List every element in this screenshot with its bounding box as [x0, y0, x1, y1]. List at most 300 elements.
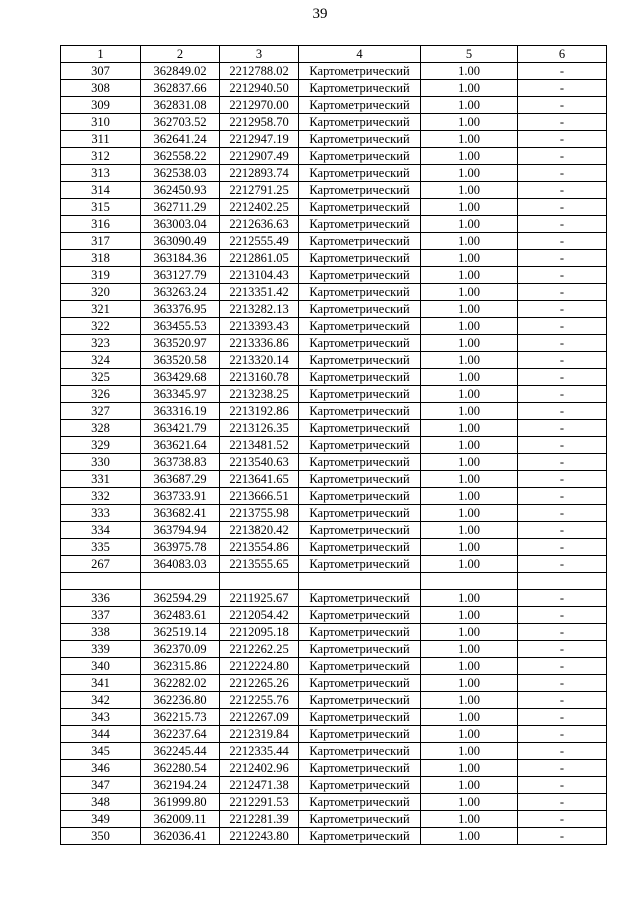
description-cell: - [518, 97, 607, 114]
x-coordinate-cell: 362237.64 [141, 726, 220, 743]
point-number-cell: 335 [61, 539, 141, 556]
method-cell: Картометрический [299, 165, 421, 182]
y-coordinate-cell: 2213554.86 [220, 539, 299, 556]
table-header [61, 46, 607, 63]
x-coordinate-cell: 361999.80 [141, 794, 220, 811]
method-cell: Картометрический [299, 743, 421, 760]
accuracy-cell: 1.00 [421, 743, 518, 760]
description-cell: - [518, 165, 607, 182]
column-header: 5 [421, 46, 518, 63]
method-cell: Картометрический [299, 284, 421, 301]
accuracy-cell: 1.00 [421, 488, 518, 505]
method-cell: Картометрический [299, 182, 421, 199]
method-cell: Картометрический [299, 726, 421, 743]
table-row [61, 607, 607, 624]
table-row [61, 675, 607, 692]
point-number-cell: 338 [61, 624, 141, 641]
column-header: 4 [299, 46, 421, 63]
x-coordinate-cell: 362315.86 [141, 658, 220, 675]
accuracy-cell: 1.00 [421, 658, 518, 675]
table-row [61, 726, 607, 743]
method-cell: Картометрический [299, 760, 421, 777]
accuracy-cell: 1.00 [421, 352, 518, 369]
table-row [61, 709, 607, 726]
y-coordinate-cell: 2213238.25 [220, 386, 299, 403]
x-coordinate-cell: 363733.91 [141, 488, 220, 505]
accuracy-cell: 1.00 [421, 539, 518, 556]
x-coordinate-cell: 362831.08 [141, 97, 220, 114]
y-coordinate-cell: 2212402.96 [220, 760, 299, 777]
table-row [61, 522, 607, 539]
description-cell: - [518, 131, 607, 148]
method-cell: Картометрический [299, 641, 421, 658]
point-number-cell: 327 [61, 403, 141, 420]
accuracy-cell: 1.00 [421, 505, 518, 522]
x-coordinate-cell: 362009.11 [141, 811, 220, 828]
description-cell: - [518, 216, 607, 233]
table-row [61, 148, 607, 165]
method-cell: Картометрический [299, 590, 421, 607]
x-coordinate-cell: 362538.03 [141, 165, 220, 182]
y-coordinate-cell: 2212265.26 [220, 675, 299, 692]
table-row [61, 301, 607, 318]
method-cell: Картометрический [299, 250, 421, 267]
description-cell: - [518, 709, 607, 726]
x-coordinate-cell: 362519.14 [141, 624, 220, 641]
accuracy-cell: 1.00 [421, 114, 518, 131]
y-coordinate-cell: 2213555.65 [220, 556, 299, 573]
method-cell: Картометрический [299, 539, 421, 556]
accuracy-cell: 1.00 [421, 369, 518, 386]
table-row [61, 641, 607, 658]
description-cell: - [518, 369, 607, 386]
accuracy-cell: 1.00 [421, 131, 518, 148]
x-coordinate-cell: 363520.97 [141, 335, 220, 352]
method-cell: Картометрический [299, 352, 421, 369]
point-number-cell: 350 [61, 828, 141, 845]
description-cell: - [518, 250, 607, 267]
description-cell: - [518, 726, 607, 743]
method-cell: Картометрический [299, 318, 421, 335]
method-cell: Картометрический [299, 403, 421, 420]
table-row [61, 318, 607, 335]
point-number-cell [61, 573, 141, 590]
x-coordinate-cell: 363975.78 [141, 539, 220, 556]
point-number-cell: 348 [61, 794, 141, 811]
x-coordinate-cell: 363184.36 [141, 250, 220, 267]
y-coordinate-cell: 2213641.65 [220, 471, 299, 488]
description-cell [518, 573, 607, 590]
table-row [61, 760, 607, 777]
page-number: 39 [312, 6, 328, 22]
y-coordinate-cell: 2212224.80 [220, 658, 299, 675]
method-cell: Картометрический [299, 471, 421, 488]
y-coordinate-cell: 2213540.63 [220, 454, 299, 471]
point-number-cell: 345 [61, 743, 141, 760]
accuracy-cell: 1.00 [421, 777, 518, 794]
point-number-cell: 326 [61, 386, 141, 403]
accuracy-cell: 1.00 [421, 80, 518, 97]
x-coordinate-cell: 362641.24 [141, 131, 220, 148]
accuracy-cell: 1.00 [421, 726, 518, 743]
point-number-cell: 267 [61, 556, 141, 573]
y-coordinate-cell: 2213820.42 [220, 522, 299, 539]
method-cell: Картометрический [299, 420, 421, 437]
y-coordinate-cell: 2212947.19 [220, 131, 299, 148]
accuracy-cell: 1.00 [421, 522, 518, 539]
description-cell: - [518, 267, 607, 284]
description-cell: - [518, 760, 607, 777]
description-cell: - [518, 675, 607, 692]
point-number-cell: 319 [61, 267, 141, 284]
accuracy-cell: 1.00 [421, 63, 518, 80]
x-coordinate-cell: 363003.04 [141, 216, 220, 233]
point-number-cell: 337 [61, 607, 141, 624]
table-row [61, 114, 607, 131]
point-number-cell: 332 [61, 488, 141, 505]
y-coordinate-cell: 2213192.86 [220, 403, 299, 420]
point-number-cell: 315 [61, 199, 141, 216]
y-coordinate-cell: 2212555.49 [220, 233, 299, 250]
y-coordinate-cell: 2212402.25 [220, 199, 299, 216]
method-cell: Картометрический [299, 607, 421, 624]
method-cell: Картометрический [299, 386, 421, 403]
accuracy-cell: 1.00 [421, 624, 518, 641]
point-number-cell: 342 [61, 692, 141, 709]
x-coordinate-cell: 362236.80 [141, 692, 220, 709]
method-cell: Картометрический [299, 556, 421, 573]
accuracy-cell: 1.00 [421, 675, 518, 692]
x-coordinate-cell: 363520.58 [141, 352, 220, 369]
x-coordinate-cell: 362194.24 [141, 777, 220, 794]
table-row [61, 63, 607, 80]
x-coordinate-cell: 362280.54 [141, 760, 220, 777]
method-cell: Картометрический [299, 777, 421, 794]
point-number-cell: 321 [61, 301, 141, 318]
point-number-cell: 344 [61, 726, 141, 743]
x-coordinate-cell: 362036.41 [141, 828, 220, 845]
table-row [61, 352, 607, 369]
x-coordinate-cell: 364083.03 [141, 556, 220, 573]
y-coordinate-cell: 2212054.42 [220, 607, 299, 624]
point-number-cell: 318 [61, 250, 141, 267]
method-cell: Картометрический [299, 369, 421, 386]
x-coordinate-cell: 363316.19 [141, 403, 220, 420]
method-cell: Картометрический [299, 148, 421, 165]
y-coordinate-cell: 2212791.25 [220, 182, 299, 199]
point-number-cell: 310 [61, 114, 141, 131]
method-cell: Картометрический [299, 794, 421, 811]
x-coordinate-cell: 363345.97 [141, 386, 220, 403]
y-coordinate-cell: 2212291.53 [220, 794, 299, 811]
table-row [61, 573, 607, 590]
column-header: 3 [220, 46, 299, 63]
method-cell: Картометрический [299, 80, 421, 97]
accuracy-cell: 1.00 [421, 250, 518, 267]
description-cell: - [518, 114, 607, 131]
point-number-cell: 341 [61, 675, 141, 692]
accuracy-cell: 1.00 [421, 709, 518, 726]
point-number-cell: 323 [61, 335, 141, 352]
description-cell: - [518, 352, 607, 369]
x-coordinate-cell: 362450.93 [141, 182, 220, 199]
method-cell: Картометрический [299, 658, 421, 675]
x-coordinate-cell: 362370.09 [141, 641, 220, 658]
description-cell: - [518, 556, 607, 573]
y-coordinate-cell: 2212267.09 [220, 709, 299, 726]
accuracy-cell: 1.00 [421, 760, 518, 777]
table-row [61, 437, 607, 454]
point-number-cell: 331 [61, 471, 141, 488]
description-cell: - [518, 743, 607, 760]
method-cell [299, 573, 421, 590]
description-cell: - [518, 471, 607, 488]
y-coordinate-cell: 2212940.50 [220, 80, 299, 97]
description-cell: - [518, 522, 607, 539]
x-coordinate-cell: 363127.79 [141, 267, 220, 284]
coordinates-table [60, 45, 607, 845]
accuracy-cell: 1.00 [421, 437, 518, 454]
table-row [61, 539, 607, 556]
accuracy-cell: 1.00 [421, 471, 518, 488]
y-coordinate-cell: 2213755.98 [220, 505, 299, 522]
y-coordinate-cell: 2213393.43 [220, 318, 299, 335]
table-row [61, 403, 607, 420]
y-coordinate-cell: 2212861.05 [220, 250, 299, 267]
accuracy-cell: 1.00 [421, 794, 518, 811]
header-row [61, 46, 607, 63]
description-cell: - [518, 692, 607, 709]
x-coordinate-cell: 362594.29 [141, 590, 220, 607]
point-number-cell: 317 [61, 233, 141, 250]
point-number-cell: 312 [61, 148, 141, 165]
method-cell: Картометрический [299, 488, 421, 505]
y-coordinate-cell: 2213351.42 [220, 284, 299, 301]
x-coordinate-cell: 363429.68 [141, 369, 220, 386]
x-coordinate-cell: 362711.29 [141, 199, 220, 216]
y-coordinate-cell: 2212958.70 [220, 114, 299, 131]
table-row [61, 692, 607, 709]
method-cell: Картометрический [299, 692, 421, 709]
point-number-cell: 314 [61, 182, 141, 199]
point-number-cell: 346 [61, 760, 141, 777]
method-cell: Картометрический [299, 131, 421, 148]
method-cell: Картометрический [299, 505, 421, 522]
table-row [61, 488, 607, 505]
point-number-cell: 330 [61, 454, 141, 471]
table-row [61, 811, 607, 828]
method-cell: Картометрический [299, 335, 421, 352]
description-cell: - [518, 80, 607, 97]
x-coordinate-cell: 362703.52 [141, 114, 220, 131]
y-coordinate-cell: 2212319.84 [220, 726, 299, 743]
method-cell: Картометрический [299, 267, 421, 284]
point-number-cell: 339 [61, 641, 141, 658]
table-row [61, 471, 607, 488]
description-cell: - [518, 539, 607, 556]
x-coordinate-cell: 363455.53 [141, 318, 220, 335]
table-row [61, 131, 607, 148]
accuracy-cell: 1.00 [421, 318, 518, 335]
description-cell: - [518, 658, 607, 675]
x-coordinate-cell: 363621.64 [141, 437, 220, 454]
table-row [61, 284, 607, 301]
point-number-cell: 308 [61, 80, 141, 97]
accuracy-cell [421, 573, 518, 590]
point-number-cell: 316 [61, 216, 141, 233]
table-row [61, 420, 607, 437]
y-coordinate-cell: 2213666.51 [220, 488, 299, 505]
point-number-cell: 336 [61, 590, 141, 607]
point-number-cell: 329 [61, 437, 141, 454]
table-row [61, 97, 607, 114]
accuracy-cell: 1.00 [421, 182, 518, 199]
table-row [61, 794, 607, 811]
x-coordinate-cell: 363682.41 [141, 505, 220, 522]
x-coordinate-cell: 362558.22 [141, 148, 220, 165]
description-cell: - [518, 403, 607, 420]
table-row [61, 624, 607, 641]
x-coordinate-cell: 362282.02 [141, 675, 220, 692]
accuracy-cell: 1.00 [421, 420, 518, 437]
description-cell: - [518, 607, 607, 624]
description-cell: - [518, 148, 607, 165]
description-cell: - [518, 335, 607, 352]
table-row [61, 199, 607, 216]
method-cell: Картометрический [299, 811, 421, 828]
point-number-cell: 309 [61, 97, 141, 114]
y-coordinate-cell: 2212970.00 [220, 97, 299, 114]
x-coordinate-cell: 363738.83 [141, 454, 220, 471]
table-row [61, 505, 607, 522]
accuracy-cell: 1.00 [421, 590, 518, 607]
table-row [61, 80, 607, 97]
point-number-cell: 349 [61, 811, 141, 828]
description-cell: - [518, 794, 607, 811]
y-coordinate-cell: 2212281.39 [220, 811, 299, 828]
method-cell: Картометрический [299, 199, 421, 216]
point-number-cell: 307 [61, 63, 141, 80]
table-row [61, 590, 607, 607]
table-row [61, 335, 607, 352]
y-coordinate-cell: 2212095.18 [220, 624, 299, 641]
table-body [61, 63, 607, 845]
method-cell: Картометрический [299, 828, 421, 845]
description-cell: - [518, 386, 607, 403]
x-coordinate-cell: 363376.95 [141, 301, 220, 318]
accuracy-cell: 1.00 [421, 199, 518, 216]
table-row [61, 182, 607, 199]
y-coordinate-cell [220, 573, 299, 590]
accuracy-cell: 1.00 [421, 811, 518, 828]
x-coordinate-cell: 363794.94 [141, 522, 220, 539]
description-cell: - [518, 488, 607, 505]
column-header: 1 [61, 46, 141, 63]
y-coordinate-cell: 2212255.76 [220, 692, 299, 709]
y-coordinate-cell: 2211925.67 [220, 590, 299, 607]
column-header: 6 [518, 46, 607, 63]
method-cell: Картометрический [299, 454, 421, 471]
accuracy-cell: 1.00 [421, 267, 518, 284]
y-coordinate-cell: 2213126.35 [220, 420, 299, 437]
description-cell: - [518, 437, 607, 454]
point-number-cell: 311 [61, 131, 141, 148]
accuracy-cell: 1.00 [421, 641, 518, 658]
table-row [61, 165, 607, 182]
point-number-cell: 325 [61, 369, 141, 386]
description-cell: - [518, 828, 607, 845]
method-cell: Картометрический [299, 233, 421, 250]
table-row [61, 369, 607, 386]
method-cell: Картометрический [299, 301, 421, 318]
accuracy-cell: 1.00 [421, 403, 518, 420]
point-number-cell: 328 [61, 420, 141, 437]
point-number-cell: 334 [61, 522, 141, 539]
description-cell: - [518, 233, 607, 250]
y-coordinate-cell: 2213104.43 [220, 267, 299, 284]
table-row [61, 267, 607, 284]
table-row [61, 216, 607, 233]
y-coordinate-cell: 2212335.44 [220, 743, 299, 760]
method-cell: Картометрический [299, 709, 421, 726]
description-cell: - [518, 284, 607, 301]
accuracy-cell: 1.00 [421, 692, 518, 709]
y-coordinate-cell: 2213336.86 [220, 335, 299, 352]
point-number-cell: 324 [61, 352, 141, 369]
point-number-cell: 322 [61, 318, 141, 335]
description-cell: - [518, 505, 607, 522]
x-coordinate-cell: 362849.02 [141, 63, 220, 80]
x-coordinate-cell: 362245.44 [141, 743, 220, 760]
accuracy-cell: 1.00 [421, 97, 518, 114]
method-cell: Картометрический [299, 437, 421, 454]
table-row [61, 454, 607, 471]
y-coordinate-cell: 2213282.13 [220, 301, 299, 318]
y-coordinate-cell: 2213160.78 [220, 369, 299, 386]
method-cell: Картометрический [299, 624, 421, 641]
method-cell: Картометрический [299, 63, 421, 80]
accuracy-cell: 1.00 [421, 301, 518, 318]
x-coordinate-cell: 362837.66 [141, 80, 220, 97]
accuracy-cell: 1.00 [421, 454, 518, 471]
y-coordinate-cell: 2212893.74 [220, 165, 299, 182]
point-number-cell: 340 [61, 658, 141, 675]
accuracy-cell: 1.00 [421, 556, 518, 573]
description-cell: - [518, 624, 607, 641]
accuracy-cell: 1.00 [421, 828, 518, 845]
accuracy-cell: 1.00 [421, 284, 518, 301]
description-cell: - [518, 318, 607, 335]
point-number-cell: 347 [61, 777, 141, 794]
method-cell: Картометрический [299, 522, 421, 539]
point-number-cell: 343 [61, 709, 141, 726]
y-coordinate-cell: 2213320.14 [220, 352, 299, 369]
x-coordinate-cell: 363090.49 [141, 233, 220, 250]
x-coordinate-cell: 363687.29 [141, 471, 220, 488]
description-cell: - [518, 301, 607, 318]
point-number-cell: 320 [61, 284, 141, 301]
accuracy-cell: 1.00 [421, 216, 518, 233]
point-number-cell: 313 [61, 165, 141, 182]
x-coordinate-cell: 363263.24 [141, 284, 220, 301]
x-coordinate-cell [141, 573, 220, 590]
method-cell: Картометрический [299, 114, 421, 131]
table-row [61, 777, 607, 794]
y-coordinate-cell: 2212262.25 [220, 641, 299, 658]
accuracy-cell: 1.00 [421, 233, 518, 250]
table-row [61, 250, 607, 267]
y-coordinate-cell: 2212907.49 [220, 148, 299, 165]
